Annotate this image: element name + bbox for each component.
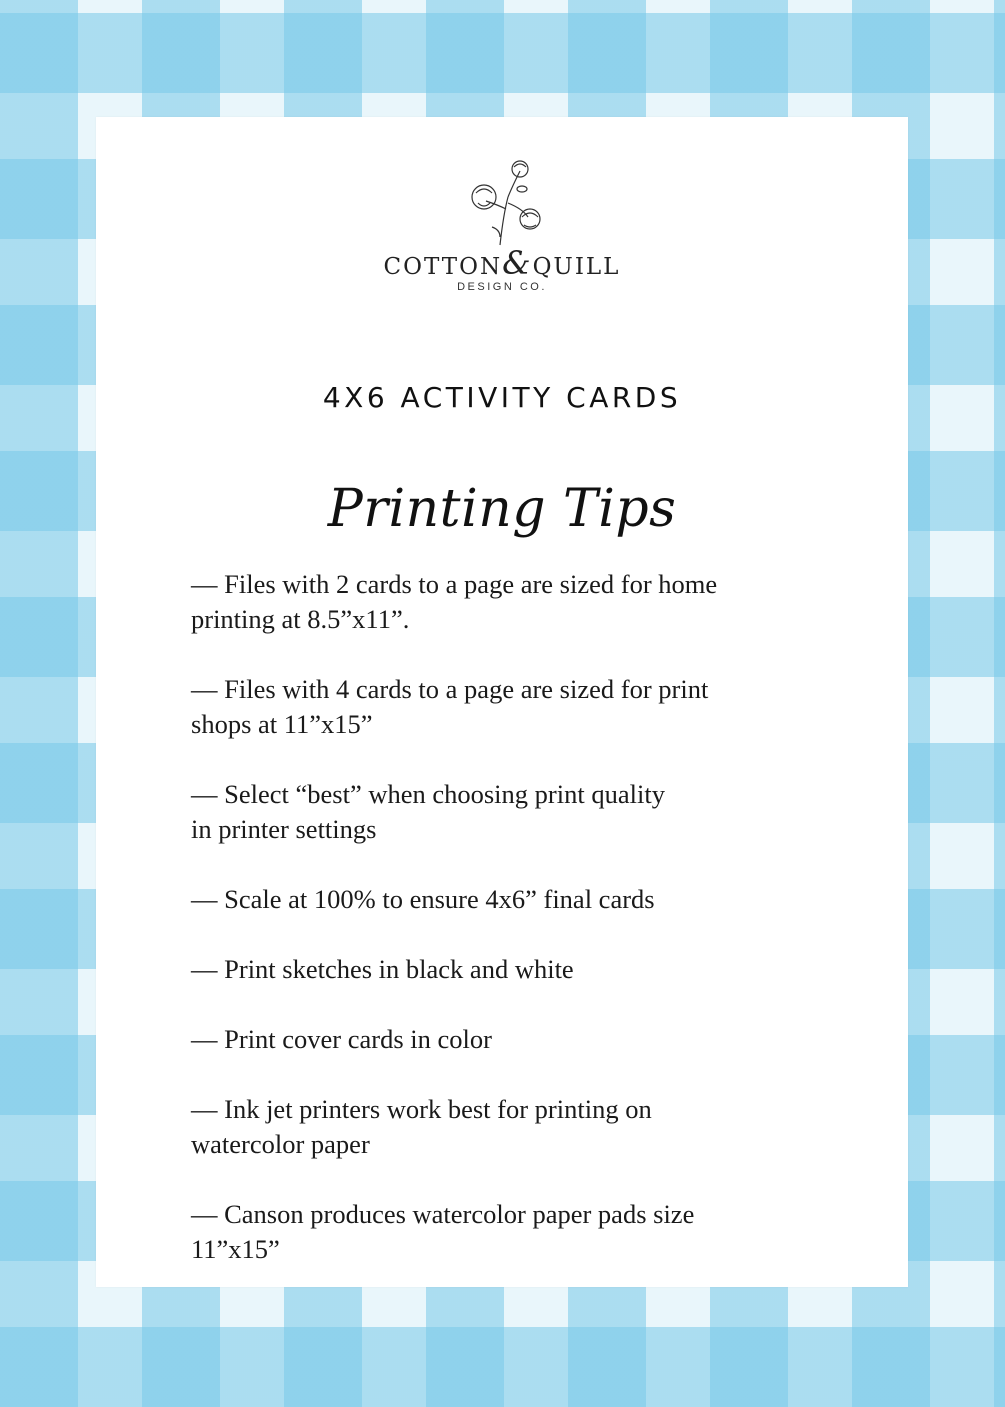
tip-line: — Files with 2 cards to a page are sized for home (191, 569, 718, 599)
tip-line: — Scale at 100% to ensure 4x6” final cards (191, 884, 655, 914)
info-card (96, 117, 908, 1287)
tip-item (191, 1092, 831, 1162)
tip-line: 11”x15” (191, 1234, 280, 1264)
tip-line: shops at 11”x15” (191, 709, 373, 739)
brand-subtitle: DESIGN CO. (457, 281, 547, 293)
tip-line: — Files with 4 cards to a page are sized for print (191, 674, 709, 704)
brand-name (96, 244, 908, 282)
tip-item (191, 882, 831, 917)
tip-line: printing at 8.5”x11”. (191, 604, 410, 634)
tip-line: watercolor paper (191, 1129, 370, 1159)
tip-line: — Print cover cards in color (191, 1024, 492, 1054)
tip-line: — Canson produces watercolor paper pads size (191, 1199, 695, 1229)
brand-ampersand: & (502, 244, 533, 282)
tip-line: — Ink jet printers work best for printing on (191, 1094, 652, 1124)
brand-right: QUILL (532, 254, 621, 280)
section-heading: Printing Tips (327, 479, 677, 539)
tip-item (191, 567, 831, 637)
tip-item (191, 672, 831, 742)
tip-item (191, 777, 831, 847)
cotton-flower-icon (462, 157, 542, 247)
tip-item (191, 1022, 831, 1057)
tip-item (191, 1197, 831, 1267)
tips-list (191, 567, 831, 1302)
tip-line: — Print sketches in black and white (191, 954, 574, 984)
brand-logo (96, 157, 908, 293)
brand-left: COTTON (383, 254, 503, 280)
tip-line: — Select “best” when choosing print quality (191, 779, 665, 809)
tip-line: in printer settings (191, 814, 377, 844)
page-title: 4X6 ACTIVITY CARDS (322, 381, 682, 414)
tip-item (191, 952, 831, 987)
